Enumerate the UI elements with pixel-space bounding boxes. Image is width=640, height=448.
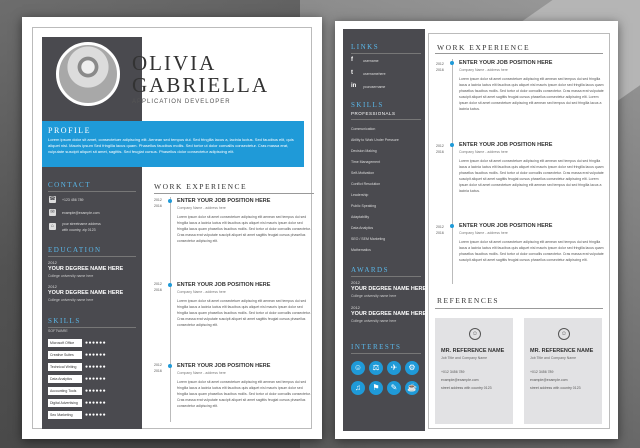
skill-name: Data Analytics [48, 375, 82, 383]
award-college: College university name here [351, 319, 397, 323]
reference-address: street address with country 0123 [530, 386, 581, 390]
skill-item: Decision Making [351, 149, 377, 153]
links-heading: LINKS [351, 43, 380, 51]
job-company: Company Name - address here [459, 150, 508, 154]
skill-name: Microsoft Office [48, 339, 82, 347]
awards-heading: AWARDS [351, 266, 389, 274]
timeline-dot [450, 61, 454, 65]
job-company: Company Name - address here [459, 231, 508, 235]
skill-rating: ●●●●●● [85, 376, 107, 382]
home-icon: ⌂ [50, 223, 55, 229]
skill-row [48, 339, 138, 348]
work-heading: WORK EXPERIENCE [437, 43, 531, 52]
profile-photo [56, 42, 120, 106]
job-description: Lorem ipsum dolor sit amet consectetuer adipiscing elit aenean sed tempus dui sed fringilla lacus a lacinia luctus elit faucibus quis aliquet nisl mauris ipsum dolor sed fringilla lacus quam phasellus faucibus mollis. Sed tortor ut dolor convallis consectetur. Cras massa erat vulputate suscipit aliquet sit amet sagittis feugiat cursus phasellus consectetur adipiscing elit. [459, 240, 604, 262]
award-degree: YOUR DEGREE NAME HERE [351, 311, 427, 317]
education-college: College university name here [48, 274, 94, 278]
divider [351, 53, 421, 54]
skill-item: SEO / SEM Marketing [351, 237, 386, 241]
job-description: Lorem ipsum dolor sit amet consectetuer adipiscing elit aenean sed tempus dui sed fringilla lacus a lacinia luctus elit faucibus quis aliquet nisl mauris ipsum dolor sed fringilla lacus quam phasellus faucibus mollis. Sed tortor ut dolor convallis consectetur. Cras massa erat vulputate suscipit aliquet sit amet sagittis feugiat cursus phasellus consectetur adipiscing elit. [177, 215, 311, 243]
interest-icon: ✎ [387, 381, 401, 395]
interest-icon: ⚙ [405, 361, 419, 375]
job-company: Company Name - address here [177, 290, 226, 294]
job-title: ENTER YOUR JOB POSITION HERE [177, 363, 271, 369]
skill-name: Technical Writing [48, 363, 82, 371]
skill-name: Seo Marketing [48, 411, 82, 419]
linkedin-icon: in [351, 83, 357, 89]
skill-name: Creative Suites [48, 351, 82, 359]
interest-icon: ⚖ [369, 361, 383, 375]
link-twitter: usernamehere [363, 72, 386, 76]
skill-row [48, 375, 138, 384]
award-degree: YOUR DEGREE NAME HERE [351, 286, 427, 292]
divider [351, 353, 421, 354]
name [132, 52, 269, 96]
skill-item: Public Speaking [351, 204, 377, 208]
timeline-dot [450, 224, 454, 228]
skill-item: Time Management [351, 160, 381, 164]
award-college: College university name here [351, 294, 397, 298]
interest-icon: ☕ [405, 381, 419, 395]
skill-row [48, 363, 138, 372]
timeline-dot [168, 283, 172, 287]
timeline [170, 197, 171, 422]
job-title: APPLICATION DEVELOPER [132, 99, 231, 105]
skills-heading: SKILLS [351, 101, 384, 109]
education-year: 2012 [48, 260, 57, 265]
skill-item: Self-Motivation [351, 171, 375, 175]
divider [48, 256, 136, 257]
contact-phone: +123 456 789 [62, 198, 84, 202]
job-title: ENTER YOUR JOB POSITION HERE [459, 60, 553, 66]
reference-address: street address with country 0123 [441, 386, 492, 390]
job-title: ENTER YOUR JOB POSITION HERE [459, 223, 553, 229]
job-company: Company Name - address here [177, 371, 226, 375]
job-title: ENTER YOUR JOB POSITION HERE [177, 198, 271, 204]
skill-item: Leadership [351, 193, 369, 197]
skill-rating: ●●●●●● [85, 364, 107, 370]
skill-item: Mathematics [351, 248, 371, 252]
skill-item: Conflict Resolution [351, 182, 381, 186]
award-year: 2012 [351, 280, 360, 285]
job-description: Lorem ipsum dolor sit amet consectetuer adipiscing elit aenean sed tempus dui sed fringilla lacus a lacinia luctus elit faucibus quis aliquet nisl mauris ipsum dolor sed fringilla lacus quam phasellus faucibus mollis. Sed tortor ut dolor convallis consectetur. Cras massa erat vulputate suscipit aliquet sit amet sagittis feugiat cursus phasellus consectetur adipiscing elit. Lorem ipsum dolor sit amet consectetuer adipiscing elit aenean sed tempus dui sed fringilla lacus a lacinia luctus. [459, 159, 604, 193]
phone-icon: ☎ [49, 196, 56, 202]
divider [48, 191, 136, 192]
job-description: Lorem ipsum dolor sit amet consectetuer adipiscing elit aenean sed tempus dui sed fringilla lacus a lacinia luctus elit faucibus quis aliquet nisl mauris ipsum dolor sed fringilla lacus quam phasellus faucibus mollis. Sed tortor ut dolor convallis consectetur. Cras massa erat vulputate suscipit aliquet sit amet sagittis feugiat cursus phasellus consectetur adipiscing elit. [177, 299, 311, 327]
contact-address-2: with country, zip 0123 [62, 228, 96, 232]
job-company: Company Name - address here [459, 68, 508, 72]
contact-address-1: your streetname address [62, 222, 101, 226]
skill-rating: ●●●●●● [85, 412, 107, 418]
reference-name: MR. REFERENCE NAME [441, 348, 505, 354]
interests-heading: INTERESTS [351, 343, 402, 351]
job-years: 2012 2016 [436, 144, 444, 154]
skill-rating: ●●●●●● [85, 340, 107, 346]
reference-title: Job Title and Company Name [441, 356, 488, 360]
skill-row [48, 387, 138, 396]
skill-row [48, 351, 138, 360]
contact-email: example@example.com [62, 211, 100, 215]
job-company: Company Name - address here [177, 206, 226, 210]
job-title: ENTER YOUR JOB POSITION HERE [459, 142, 553, 148]
facebook-icon: f [351, 57, 353, 63]
job-years: 2012 2016 [154, 363, 162, 373]
skill-name: Accounting Tools [48, 387, 82, 395]
mail-icon: ✉ [50, 209, 55, 215]
divider [435, 308, 603, 309]
references-heading: REFERENCES [437, 296, 500, 305]
education-heading: EDUCATION [48, 246, 102, 254]
job-description: Lorem ipsum dolor sit amet consectetuer adipiscing elit aenean sed tempus dui sed fringilla lacus a lacinia luctus elit faucibus quis aliquet nisl mauris ipsum dolor sed fringilla lacus quam phasellus faucibus mollis. Sed tortor ut dolor convallis consectetur. Cras massa erat vulputate suscipit aliquet sit amet sagittis feugiat cursus phasellus consectetur adipiscing elit. [177, 380, 311, 408]
job-years: 2012 2016 [154, 198, 162, 208]
person-icon: ☺ [469, 328, 481, 340]
divider [48, 327, 136, 328]
skill-item: Data Analytics [351, 226, 374, 230]
timeline-dot [450, 143, 454, 147]
timeline [452, 59, 453, 284]
timeline-dot [168, 199, 172, 203]
reference-card [524, 318, 602, 424]
skills-subheading: SOFTWARE [48, 329, 68, 333]
job-years: 2012 2016 [436, 225, 444, 235]
education-year: 2012 [48, 284, 57, 289]
interest-icon: ♫ [351, 381, 365, 395]
skills-heading: SKILLS [48, 317, 81, 325]
job-years: 2012 2016 [154, 282, 162, 292]
interest-icon: ⚑ [369, 381, 383, 395]
contact-heading: CONTACT [48, 181, 91, 189]
job-description: Lorem ipsum dolor sit amet consectetuer adipiscing elit aenean sed tempus dui sed fringilla lacus a lacinia luctus elit faucibus quis aliquet nisl mauris ipsum dolor sed fringilla lacus quam phasellus faucibus mollis. Sed tortor ut dolor convallis consectetur. Cras massa erat vulputate suscipit aliquet sit amet sagittis feugiat cursus phasellus consectetur adipiscing elit. Lorem ipsum dolor sit amet consectetuer adipiscing elit aenean sed tempus dui sed fringilla lacus a lacinia luctus. [459, 77, 604, 111]
reference-phone: +012 3456 789 [441, 370, 465, 374]
skills-subheading: PROFESSIONALS [351, 111, 396, 116]
profile-heading: PROFILE [48, 126, 91, 135]
timeline-dot [168, 364, 172, 368]
job-title: ENTER YOUR JOB POSITION HERE [177, 282, 271, 288]
reference-name: MR. REFERENCE NAME [530, 348, 594, 354]
skill-rating: ●●●●●● [85, 400, 107, 406]
education-degree: YOUR DEGREE NAME HERE [48, 266, 124, 272]
skill-item: Adaptability [351, 215, 370, 219]
link-linkedin: yourusername [363, 85, 386, 89]
divider [435, 53, 603, 54]
divider [351, 276, 421, 277]
skill-name: Digital Advertising [48, 399, 82, 407]
reference-title: Job Title and Company Name [530, 356, 577, 360]
work-heading: WORK EXPERIENCE [154, 182, 248, 191]
skill-rating: ●●●●●● [85, 352, 107, 358]
reference-card [435, 318, 513, 424]
person-icon: ☺ [558, 328, 570, 340]
reference-email: example@example.com [441, 378, 479, 382]
award-year: 2012 [351, 305, 360, 310]
first-name: OLIVIA [132, 51, 217, 75]
twitter-icon: t [351, 70, 353, 76]
divider [154, 193, 314, 194]
reference-phone: +012 3456 789 [530, 370, 554, 374]
reference-email: example@example.com [530, 378, 568, 382]
profile-text: Lorem ipsum dolor sit amet, consectetuer adipiscing elit. Aenean sed tempus dui. Sed fringilla lacus a, lacinia luctus. Sed faucibus elit, quis aliquet nisl. Mauris ipsum Sed fringilla lacus quam. Phasellus faucibus mollis. Sed tortor ut dolor convallis consectetur. Cras massa erat, vulputate suscipit aliquet sit amet, sagittis. Sed feugiat cursus. Phasellus dolor consectetur adipiscing elit. [48, 137, 294, 154]
skill-rating: ●●●●●● [85, 388, 107, 394]
skill-item: Ability to Work Under Pressure [351, 138, 399, 142]
interest-icon: ☺ [351, 361, 365, 375]
skill-row [48, 399, 138, 408]
skill-row [48, 411, 138, 420]
skill-item: Communication [351, 127, 376, 131]
education-degree: YOUR DEGREE NAME HERE [48, 290, 124, 296]
divider [351, 119, 421, 120]
resume-page-1 [22, 17, 322, 439]
education-college: College university name here [48, 298, 94, 302]
interest-icon: ✈ [387, 361, 401, 375]
last-name: GABRIELLA [132, 73, 269, 97]
resume-page-2 [335, 21, 618, 439]
job-years: 2012 2016 [436, 62, 444, 72]
link-facebook: username [363, 59, 379, 63]
